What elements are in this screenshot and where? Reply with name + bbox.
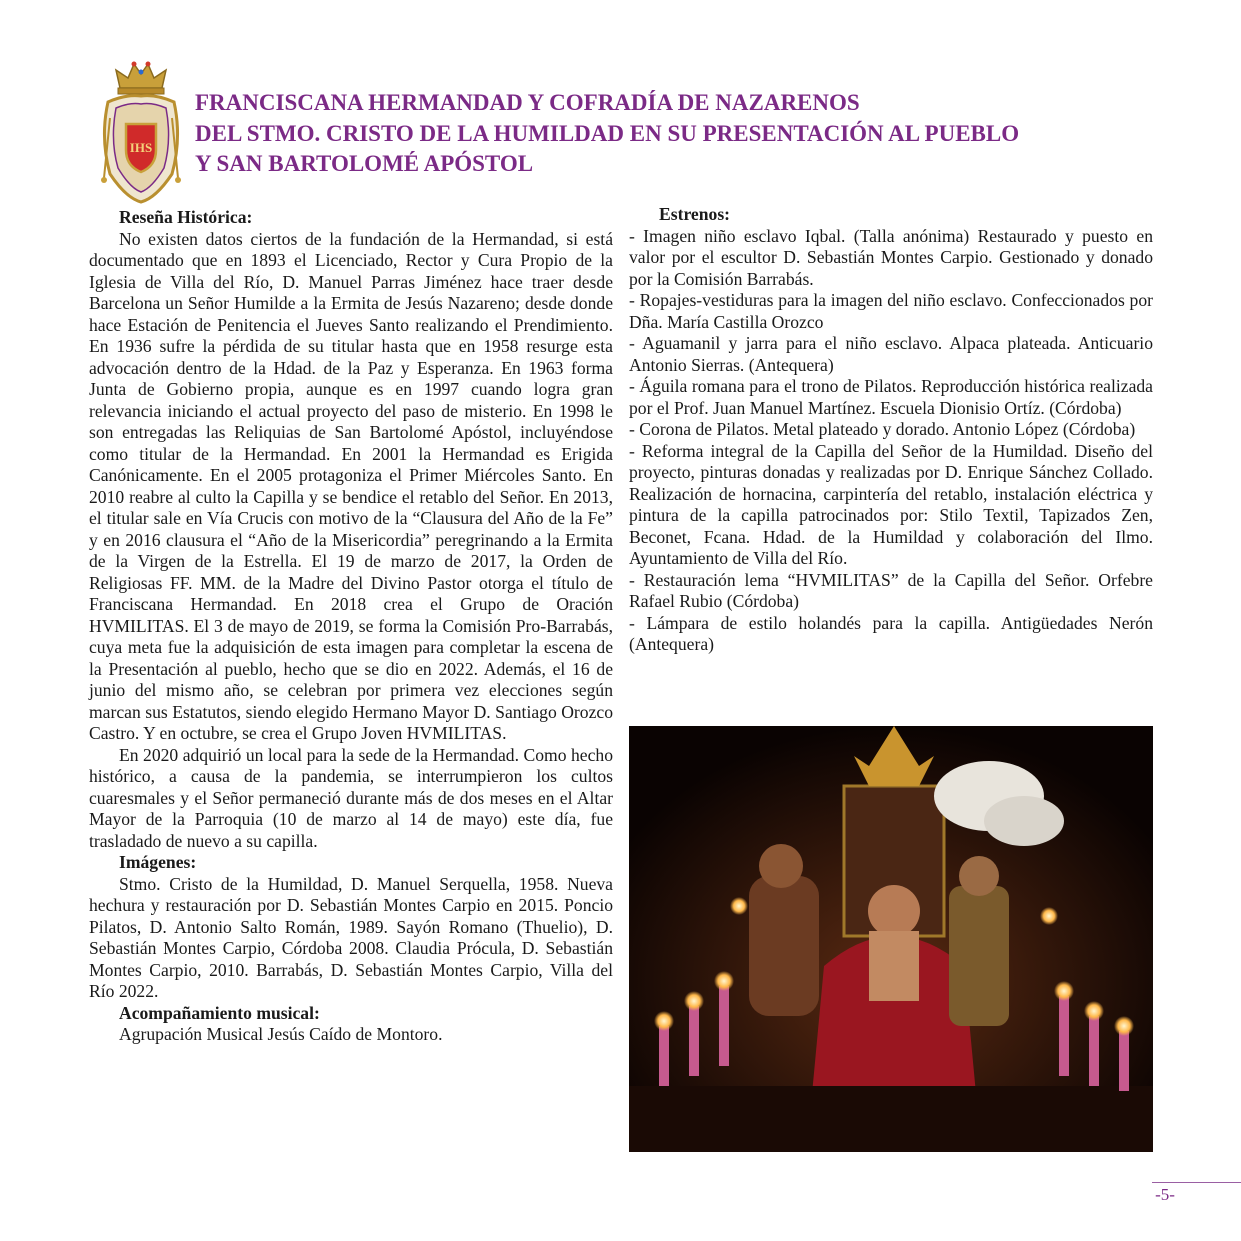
estreno-item: - Imagen niño esclavo Iqbal. (Talla anónima) Restaurado y puesto en valor por el escultor D. Sebastián Montes Carpio. Gestionado y donado por la Comisión Barrabás. bbox=[629, 225, 1153, 289]
imagenes-text: Stmo. Cristo de la Humildad, D. Manuel Serquella, 1958. Nueva hechura y restauración por D. Sebastián Montes Carpio en 2015. Poncio Pilatos, D. Antonio Salto Román, 1989. Sayón Romano (Thuelio), D. Sebastián Montes Carpio, Córdoba 2008. Claudia Prócula, D. Sebastián Montes Carpio, 2010. Barrabás, D. Sebastián Montes Carpio, Villa del Río 2022. bbox=[89, 873, 613, 1001]
estreno-item: - Reforma integral de la Capilla del Señor de la Humildad. Diseño del proyecto, pinturas donadas y realizadas por D. Enrique Sánchez Collado. Realización de hornacina, carpintería del retablo, instalación eléctrica y pintura de la capilla patrocinados por: Stilo Textil, Tapizados Zen, Beconet, Fcana. Hdad. de la Humildad y colaboración del Ilmo. Ayuntamiento de Villa del Río. bbox=[629, 440, 1153, 568]
estreno-item: - Aguamanil y jarra para el niño esclavo. Alpaca plateada. Anticuario Antonio Sierras. (Antequera) bbox=[629, 333, 1153, 375]
title-line-2: DEL STMO. CRISTO DE LA HUMILDAD EN SU PRESENTACIÓN AL PUEBLO bbox=[195, 120, 1020, 146]
musical-text: Agrupación Musical Jesús Caído de Montoro. bbox=[119, 1024, 443, 1044]
estreno-item: - Restauración lema “HVMILITAS” de la Capilla del Señor. Orfebre Rafael Rubio (Córdoba) bbox=[629, 569, 1153, 611]
estreno-item: - Lámpara de estilo holandés para la capilla. Antigüedades Nerón (Antequera) bbox=[629, 612, 1153, 654]
musical-heading: Acompañamiento musical: bbox=[119, 1002, 320, 1023]
left-column bbox=[89, 207, 613, 1046]
estreno-item: - Águila romana para el trono de Pilatos. Reproducción histórica realizada por el Prof. Juan Manuel Martínez. Escuela Dionisio Ortíz. (Córdoba) bbox=[629, 376, 1153, 418]
svg-text:IHS: IHS bbox=[129, 140, 153, 155]
procession-photo bbox=[629, 726, 1153, 1152]
right-column bbox=[629, 204, 1153, 656]
imagenes-heading: Imágenes: bbox=[119, 852, 197, 872]
page-number: -5- bbox=[1155, 1185, 1175, 1204]
resena-paragraph-2: En 2020 adquirió un local para la sede de la Hermandad. Como hecho histórico, a causa de la pandemia, se interrumpieron los cultos cuaresmales y el Señor permaneció durante más de dos meses en el Altar Mayor de la Parroquia (10 de marzo al 14 de mayo) este día, fue trasladado de nuevo a su capilla. bbox=[89, 744, 613, 851]
resena-heading: Reseña Histórica: bbox=[119, 207, 253, 227]
footer-rule bbox=[1152, 1182, 1241, 1183]
estreno-item: - Ropajes-vestiduras para la imagen del niño esclavo. Confeccionados por Dña. María Castilla Orozco bbox=[629, 290, 1153, 332]
estrenos-heading: Estrenos: bbox=[659, 204, 731, 224]
estreno-item: - Corona de Pilatos. Metal plateado y dorado. Antonio López (Córdoba) bbox=[629, 419, 1136, 439]
crest-icon bbox=[96, 58, 186, 204]
resena-paragraph-1: No existen datos ciertos de la fundación de la Hermandad, si está documentado que en 1893 el Licenciado, Rector y Cura Propio de la Iglesia de Villa del Río, D. Manuel Parras Jiménez hace traer desde Barcelona un Señor Humilde a la Ermita de Jesús Nazareno; desde donde hace Estación de Penitencia el Jueves Santo realizando el Prendimiento. En 1936 sufre la pérdida de su titular hasta que en 1958 resurge esta advocación dentro de la Hdad. de la Paz y Esperanza. En 1963 forma Junta de Gobierno propia, aunque es en 1997 cuando logra gran relevancia iniciando el actual proyecto del paso de misterio. En 1998 le son entregadas las Reliquias de San Bartolomé Apóstol, incluyéndose como titular de la Hermandad. En 2001 la Hermandad es Erigida Canónicamente. En el 2005 protagoniza el Primer Miércoles Santo. En 2010 reabre al culto la Capilla y se bendice el retablo del Señor. En 2013, el titular sale en Vía Crucis con motivo de la “Clausura del Año de la Fe” y en 2016 clausura el “Año de la Misericordia” peregrinando a la Ermita de la Virgen de la Estrella. El 19 de marzo de 2017, la Orden de Religiosas FF. MM. de la Madre del Divino Pastor otorga el título de Franciscana Hermandad. En 2018 crea el Grupo de Oración HVMILITAS. El 3 de mayo de 2019, se forma la Comisión Pro-Barrabás, cuya meta fue la adquisición de esta imagen para completar la escena de la Presentación al pueblo, hecho que se dio en 2022. Además, el 16 de junio del mismo año, se celebran por primera vez elecciones según marcan sus Estatutos, siendo elegido Hermano Mayor D. Santiago Orozco Castro. Y en octubre, se crea el Grupo Joven HVMILITAS. bbox=[89, 228, 613, 743]
title-line-3: Y SAN BARTOLOMÉ APÓSTOL bbox=[195, 151, 534, 176]
title-line-1: FRANCISCANA HERMANDAD Y COFRADÍA DE NAZARENOS bbox=[195, 90, 860, 115]
page-title bbox=[195, 88, 1195, 180]
